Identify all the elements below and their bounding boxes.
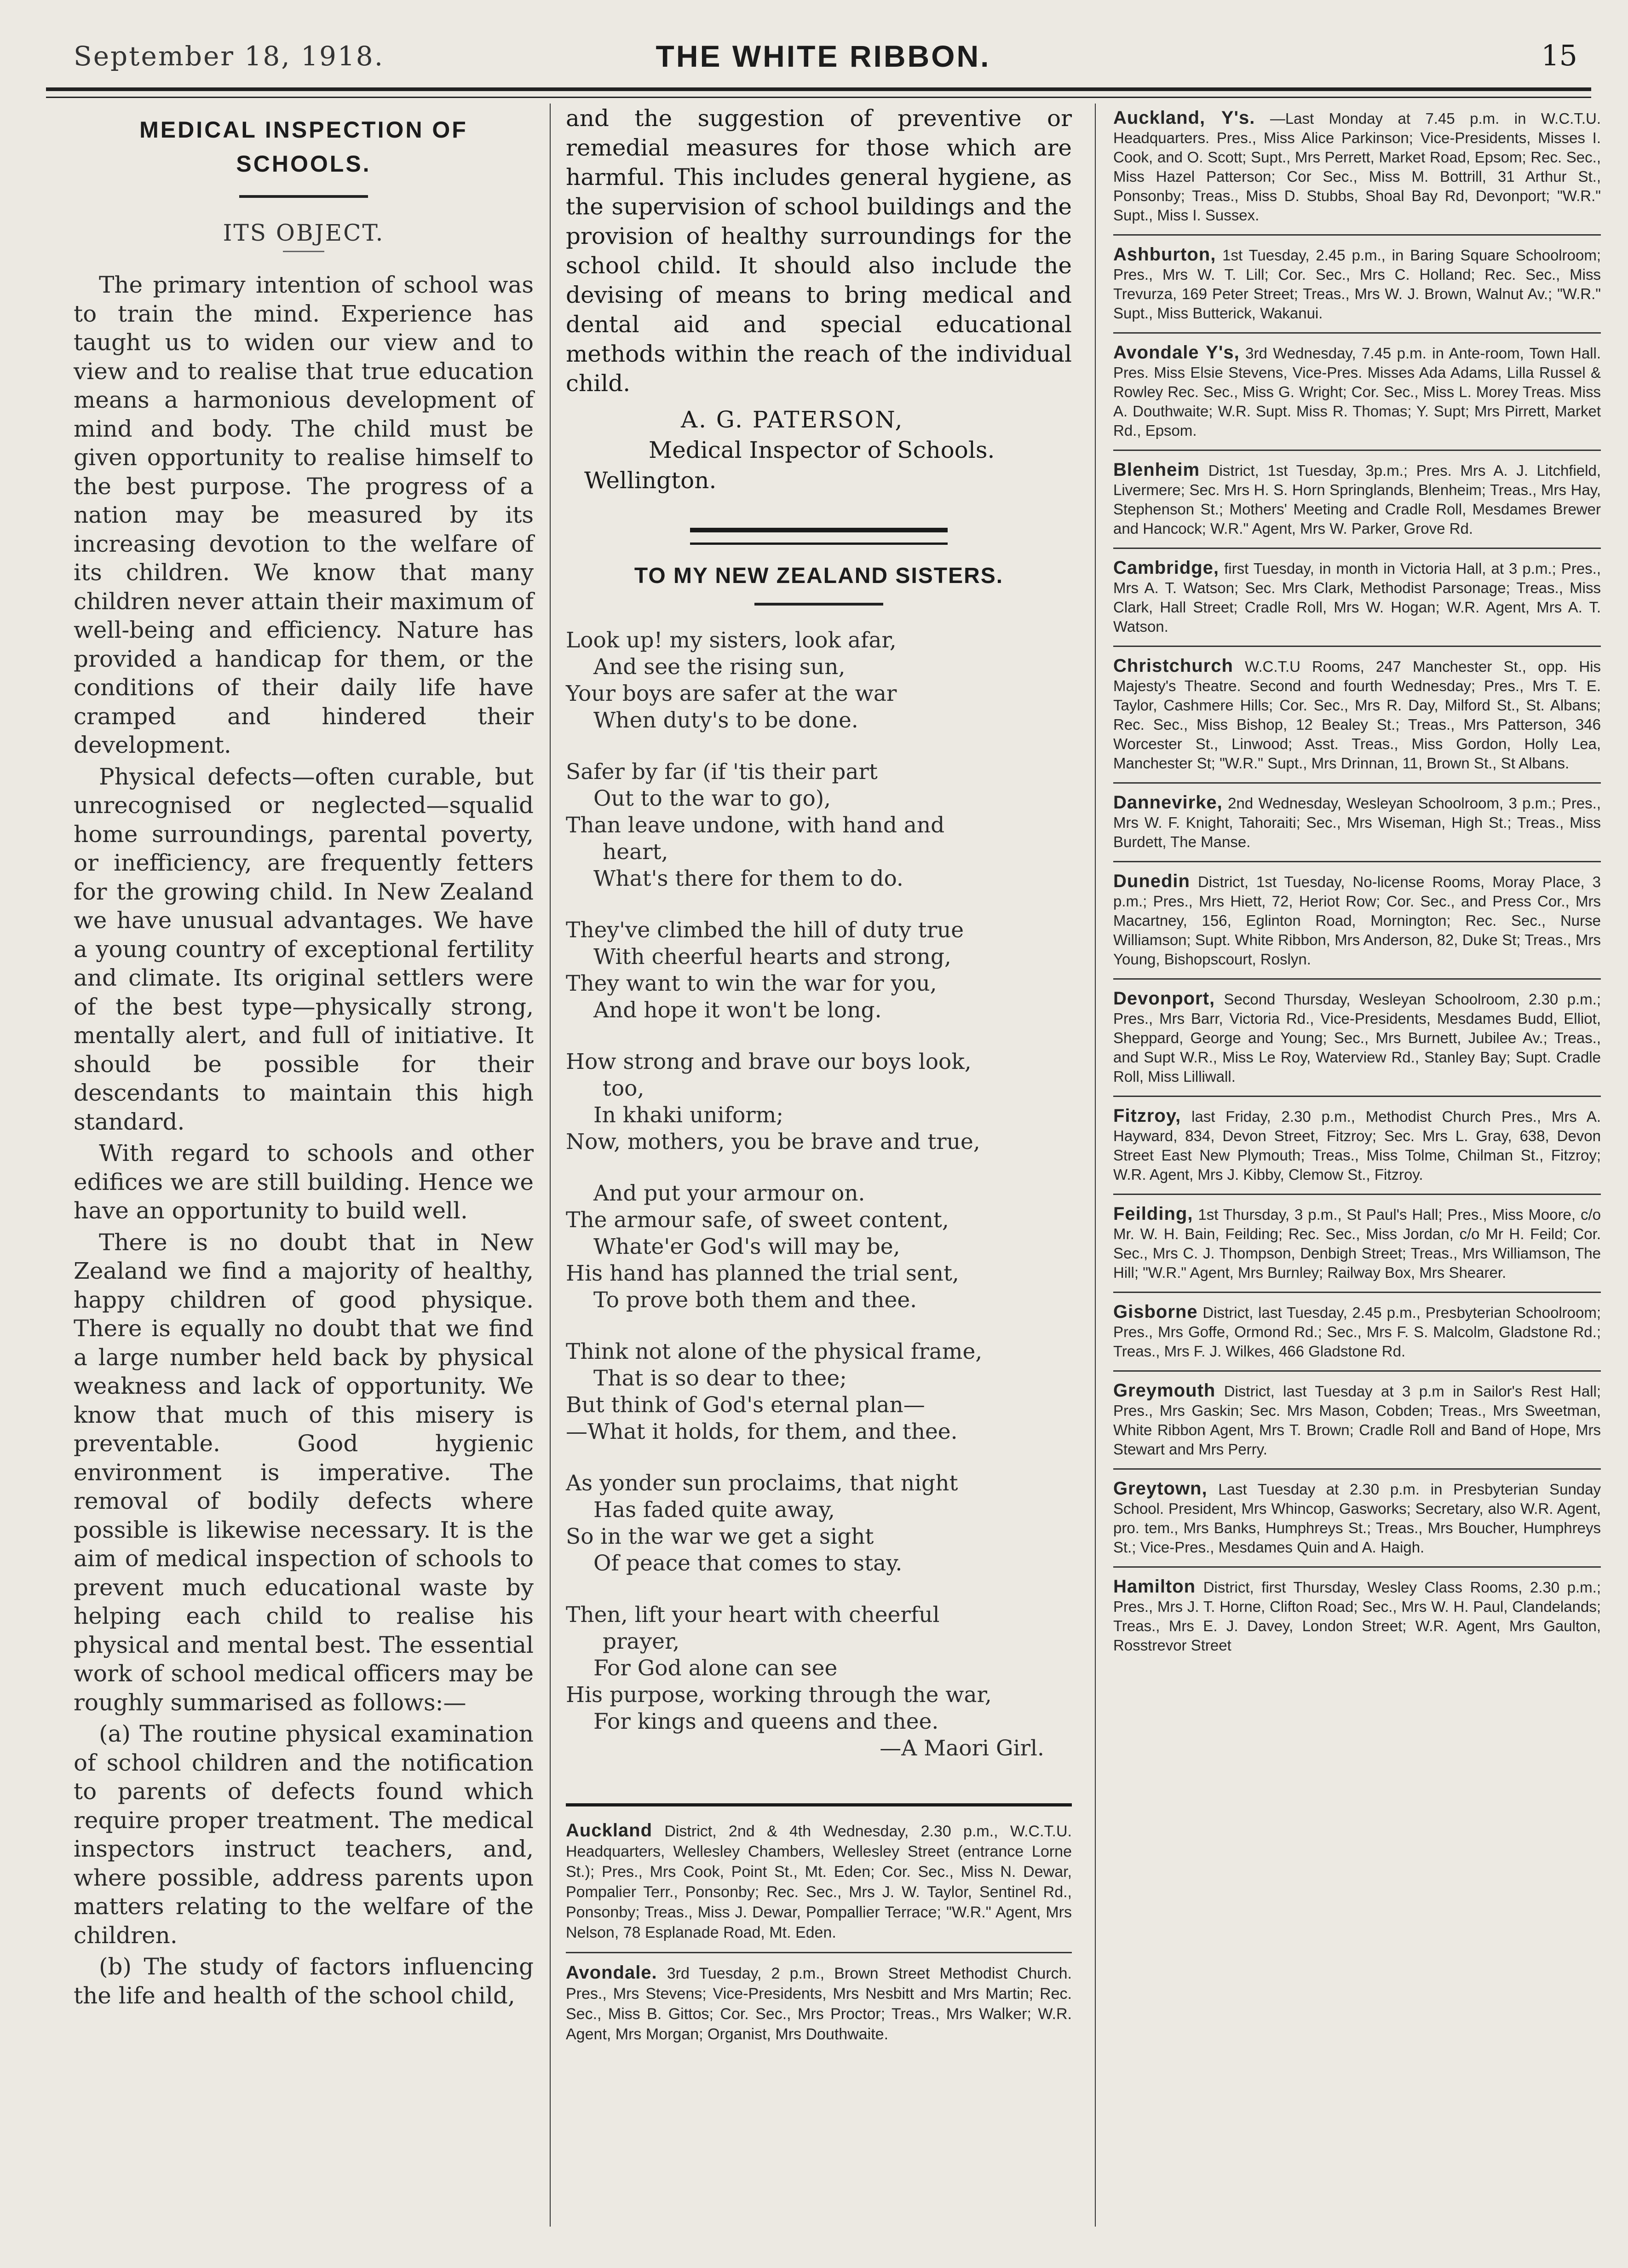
branch-entry xyxy=(1113,1302,1601,1361)
poem-line: For God alone can see xyxy=(593,1656,838,1681)
branch-divider xyxy=(1113,1370,1601,1372)
branch-details: W.C.T.U Rooms, 247 Manchester St., opp. His Majesty's Theatre. Second and fourth Wednesday; Pres., Mrs T. E. Taylor, Cashmere Hills; Cor. Sec., Mrs R. Day, Milford St., St. Albans; Rec. Sec., Miss Bishop, 12 Bealey St.; Treas., Mrs Patterson, 346 Worcester St., Linwood; Asst. Treas., Miss Gordon, Holly Lea, Manchester St; "W.R." Supt., Mrs Drinnan, 11, Brown St., St Albans. xyxy=(1113,658,1601,772)
branch-entry xyxy=(1113,989,1601,1086)
continuation-paragraph: and the suggestion of preventive or remedial measures for those which are harmful. This includes general hygiene, as the supervision of school buildings and the provision of healthy surroundings for the school child. It should also include the devising of means to bring medical and dental aid and special educational methods within the reach of the individual child. xyxy=(566,105,1072,397)
poem-author: —A Maori Girl. xyxy=(880,1736,1044,1761)
poem-line: Than leave undone, with hand and xyxy=(566,813,945,838)
branch-entry xyxy=(566,1962,1072,2044)
masthead xyxy=(55,32,1591,87)
branch-name: Feilding, xyxy=(1113,1204,1193,1224)
branch-entry xyxy=(1113,1577,1601,1655)
newspaper-title: THE WHITE RIBBON. xyxy=(656,39,991,73)
poem-stanza xyxy=(566,1470,1072,1577)
branch-entry xyxy=(1113,793,1601,852)
branch-name: Dunedin xyxy=(1113,871,1190,891)
poem-line: Now, mothers, you be brave and true, xyxy=(566,1129,980,1154)
poem-line: Has faded quite away, xyxy=(593,1497,835,1523)
poem-line: In khaki uniform; xyxy=(593,1102,784,1128)
article-continuation xyxy=(566,104,1072,398)
issue-date: September 18, 1918. xyxy=(74,40,385,72)
poem-stanza xyxy=(566,1049,1072,1155)
poem-line: So in the war we get a sight xyxy=(566,1524,874,1549)
branch-details: first Tuesday, in month in Victoria Hall, at 3 p.m.; Pres., Mrs A. T. Watson; Sec. Mrs Clark, Methodist Parsonage; Treas., Miss Clark, Hall Street; Cradle Roll, Mrs W. Hogan; W.R. Agent, Mrs A. T. Watson. xyxy=(1113,560,1601,635)
poem-line: Of peace that comes to stay. xyxy=(593,1551,903,1576)
branch-name: Hamilton xyxy=(1113,1576,1196,1597)
column-divider xyxy=(550,104,551,2227)
poem-line: And put your armour on. xyxy=(593,1181,865,1206)
poem-stanza xyxy=(566,917,1072,1024)
branch-list-rule xyxy=(566,1803,1072,1806)
column-1 xyxy=(74,104,534,2010)
article-subtitle: ITS OBJECT. xyxy=(223,219,385,246)
branch-divider xyxy=(1113,1096,1601,1097)
branch-name: Fitzroy, xyxy=(1113,1106,1181,1126)
branch-divider xyxy=(1113,332,1601,334)
branch-divider xyxy=(1113,1292,1601,1293)
poem-line: —What it holds, for them, and thee. xyxy=(566,1419,958,1444)
branch-entry xyxy=(1113,656,1601,773)
branch-divider xyxy=(1113,234,1601,236)
branch-details: Second Thursday, Wesleyan Schoolroom, 2.30 p.m.; Pres., Mrs Barr, Victoria Rd., Vice-Presidents, Mesdames Budd, Elliot, Sheppard, George and Young; Sec., Mrs Burnett, Jubilee Av.; Treas., and Supt W.R., Miss Le Roy, Waterview Rd., Stanley Bay; Supt. Cradle Roll, Miss Lilliwall. xyxy=(1113,991,1601,1085)
article-paragraph: With regard to schools and other edifices we are still building. Hence we have an opportunity to build well. xyxy=(74,1140,534,1224)
branch-divider xyxy=(1113,861,1601,862)
poem-line: The armour safe, of sweet content, xyxy=(566,1207,949,1233)
poem-line: Look up! my sisters, look afar, xyxy=(566,628,897,653)
branch-details: Last Tuesday at 2.30 p.m. in Presbyterian Sunday School. President, Mrs Whincop, Gasworks; Secretary, also W.R. Agent, pro. tem., Mrs Banks, Humphreys St.; Treas., Mrs Boucher, Humphreys St.; Vice-Pres., Mesdames Quin and A. Haigh. xyxy=(1113,1481,1601,1556)
article-paragraph: The primary intention of school was to train the mind. Experience has taught us to widen our view and to view and to realise that true education means a harmonious development of mind and body. The child must be given opportunity to realise himself to the best purpose. The progress of a nation may be measured by its increasing devotion to the welfare of its children. We know that many children never attain their maximum of well-being and efficiency. Nature has provided a handicap for them, or the conditions of their daily life have cramped and hindered their development. xyxy=(74,271,534,758)
article-paragraph: There is no doubt that in New Zealand we find a majority of healthy, happy children of good physique. There is equally no doubt that we find a large number held back by physical weakness and lack of opportunity. We know that much of this misery is preventable. Good hygienic environment is imperative. The removal of bodily defects where possible is likewise necessary. It is the aim of medical inspection of schools to prevent much educational waste by helping each child to realise his physical and mental best. The essential work of school medical officers may be roughly summarised as follows:— xyxy=(74,1229,534,1716)
branch-details: District, 1st Tuesday, 3p.m.; Pres. Mrs A. J. Litchfield, Livermere; Sec. Mrs H. S. Horn Springlands, Blenheim; Treas., Mrs Hay, Stephenson St.; Mothers' Meeting and Cradle Roll, Mesdames Brewer and Hancock; W.R." Agent, Mrs W. Parker, Grove Rd. xyxy=(1113,462,1601,537)
branch-divider xyxy=(1113,548,1601,549)
column-2 xyxy=(566,104,1072,2044)
branch-name: Greytown, xyxy=(1113,1478,1208,1499)
poem-line: His purpose, working through the war, xyxy=(566,1682,992,1708)
title-ornament xyxy=(74,185,534,206)
author-name: A. G. PATERSON, xyxy=(681,406,904,433)
branch-name: Auckland xyxy=(566,1820,653,1841)
branch-entry xyxy=(1113,1106,1601,1184)
branch-name: Auckland, Y's. xyxy=(1113,108,1255,128)
poem-stanza xyxy=(566,1339,1072,1445)
article-signature xyxy=(566,404,1072,496)
branch-details: —Last Monday at 7.45 p.m. in W.C.T.U. Headquarters. Pres., Miss Alice Parkinson; Vice-Presidents, Misses I. Cook, and O. Scott; Supt., Mrs Perrett, Market Road, Epsom; Rec. Sec., Miss Hazel Patterson; Cor Sec., Miss M. Bottrill, 31 Arthur St., Ponsonby; Treas., Miss D. Stubbs, Shoal Bay Rd, Devonport; "W.R." Supt., Miss I. Sussex. xyxy=(1113,110,1601,224)
poem-stanza xyxy=(566,759,1072,892)
branch-details: District, 2nd & 4th Wednesday, 2.30 p.m., W.C.T.U. Headquarters, Wellesley Chambers, Wellesley Street (entrance Lorne St.); Pres., Mrs Cook, Point St., Mt. Eden; Cor. Sec., Miss N. Dewar, Pompalier Terr., Ponsonby; Rec. Sec., Mrs J. W. Taylor, Sentinel Rd., Ponsonby; Treas., Miss J. Dewar, Pompallier Terrace; "W.R." Agent, Mrs Nelson, 78 Esplanade Road, Mt. Eden. xyxy=(566,1823,1072,1941)
article-paragraph: Physical defects—often curable, but unrecognised or neglected—squalid home surroundings, parental poverty, or inefficiency, are frequently fetters for the growing child. In New Zealand we have unusual advantages. We have a young country of exceptional fertility and climate. Its original settlers were of the best type—physically strong, mentally alert, and full of initiative. It should be possible for their descendants to maintain this high standard. xyxy=(74,763,534,1135)
poem-stanza xyxy=(566,1602,1072,1735)
poem-line: prayer, xyxy=(603,1629,680,1654)
branch-entry xyxy=(1113,245,1601,323)
branch-name: Christchurch xyxy=(1113,656,1233,676)
article-body xyxy=(74,271,534,2010)
column-divider xyxy=(1095,104,1096,2227)
branch-details: District, 1st Tuesday, No-license Rooms, Moray Place, 3 p.m.; Pres., Mrs Hiett, 72, Heriot Row; Cor. Sec., and Press Cor., Mrs Macartney, 156, Eglinton Road, Mornington; Rec. Sec., Nurse Williamson; Supt. White Ribbon, Mrs Anderson, 82, Duke St; Treas., Mrs Young, Bishopscourt, Roslyn. xyxy=(1113,873,1601,968)
page-number: 15 xyxy=(1541,39,1577,72)
branch-entry xyxy=(1113,1479,1601,1557)
poem-body xyxy=(566,627,1072,1762)
poem-line: Safer by far (if 'tis their part xyxy=(566,759,878,785)
poem-line: Whate'er God's will may be, xyxy=(593,1234,900,1259)
branch-divider xyxy=(1113,646,1601,647)
poem-stanza xyxy=(566,1180,1072,1314)
poem-line: But think of God's eternal plan— xyxy=(566,1392,925,1418)
branch-divider xyxy=(1113,1566,1601,1568)
poem-line: They want to win the war for you, xyxy=(566,971,937,996)
branch-details: 3rd Tuesday, 2 p.m., Brown Street Methodist Church. Pres., Mrs Stevens; Vice-Presidents, Mrs Nesbitt and Mrs Martin; Rec. Sec., Miss B. Gittos; Cor. Sec., Mrs Proctor; Treas., Mrs Walker; W.R. Agent, Mrs Morgan; Organist, Mrs Douthwaite. xyxy=(566,1965,1072,2043)
branch-name: Avondale Y's, xyxy=(1113,342,1240,363)
poem-line: As yonder sun proclaims, that night xyxy=(566,1471,958,1496)
poem-line: That is so dear to thee; xyxy=(593,1366,847,1391)
branch-entry xyxy=(1113,1381,1601,1459)
poem-line: They've climbed the hill of duty true xyxy=(566,918,964,943)
article-title: MEDICAL INSPECTION OF SCHOOLS. xyxy=(139,117,468,177)
section-divider xyxy=(690,528,948,545)
branch-name: Blenheim xyxy=(1113,460,1200,480)
branch-name: Avondale. xyxy=(566,1962,657,1983)
poem-line: too, xyxy=(603,1076,644,1101)
branch-name: Ashburton, xyxy=(1113,244,1216,265)
branch-details: 1st Tuesday, 2.45 p.m., in Baring Square Schoolroom; Pres., Mrs W. T. Lill; Cor. Sec., Mrs C. Holland; Rec. Sec., Miss Trevurza, 169 Peter Street; Treas., Mrs W. J. Brown, Walnut Av.; "W.R." Supt., Miss Butterick, Wakanui. xyxy=(1113,247,1601,322)
poem-stanza xyxy=(566,627,1072,734)
poem-line: Then, lift your heart with cheerful xyxy=(566,1602,940,1627)
poem-line: For kings and queens and thee. xyxy=(593,1709,939,1734)
branch-details: 2nd Wednesday, Wesleyan Schoolroom, 3 p.m.; Pres., Mrs W. F. Knight, Tahoraiti; Sec., Mrs Wiseman, High St.; Treas., Miss Burdett, The Manse. xyxy=(1113,795,1601,850)
poem-line: His hand has planned the trial sent, xyxy=(566,1261,959,1286)
poem-title: TO MY NEW ZEALAND SISTERS. xyxy=(634,564,1004,588)
poem-line: heart, xyxy=(603,839,668,865)
poem-line: Your boys are safer at the war xyxy=(566,681,897,706)
author-place: Wellington. xyxy=(584,467,717,494)
branch-entry xyxy=(1113,871,1601,969)
branch-name: Greymouth xyxy=(1113,1380,1216,1401)
poem-ornament xyxy=(566,592,1072,613)
branch-entry xyxy=(1113,343,1601,440)
poem-line: How strong and brave our boys look, xyxy=(566,1049,972,1074)
poem-line: To prove both them and thee. xyxy=(593,1287,917,1313)
branch-details: 3rd Wednesday, 7.45 p.m. in Ante-room, Town Hall. Pres. Miss Elsie Stevens, Vice-Pres. Misses Ada Adams, Lilla Russel & Rowley Rec. Sec., Miss G. Wright; Cor. Sec., Miss L. Morey Treas. Miss A. Douthwaite; W.R. Supt. Miss R. Thomas; Y. Supt; Mrs Pirrett, Market Rd., Epsom. xyxy=(1113,345,1601,439)
branch-details: District, last Tuesday, 2.45 p.m., Presbyterian Schoolroom; Pres., Mrs Goffe, Ormond Rd.; Sec., Mrs F. S. Malcolm, Gladstone Rd.; Treas., Mrs F. J. Wilkes, 466 Gladstone Rd. xyxy=(1113,1304,1601,1360)
branch-name: Devonport, xyxy=(1113,988,1215,1009)
branch-entry xyxy=(1113,460,1601,538)
author-role: Medical Inspector of Schools. xyxy=(649,437,995,463)
article-paragraph: (a) The routine physical examination of school children and the notification to parents of defects found which require proper treatment. The medical inspectors instruct teachers, and, where possible, address parents upon matters relating to the welfare of the children. xyxy=(74,1720,534,1949)
masthead-rule xyxy=(46,87,1591,98)
subtitle-rule xyxy=(283,251,324,252)
poem-line: With cheerful hearts and strong, xyxy=(593,944,951,970)
branch-name: Cambridge, xyxy=(1113,558,1220,578)
branch-divider xyxy=(1113,782,1601,784)
branch-entry xyxy=(566,1820,1072,1943)
branch-name: Gisborne xyxy=(1113,1302,1198,1322)
branch-details: District, first Thursday, Wesley Class Rooms, 2.30 p.m.; Pres., Mrs J. T. Horne, Clifton Road; Sec., Mrs W. H. Paul, Clandelands; Treas., Mrs E. J. Davey, London Street; W.R. Agent, Mrs Gaulton, Rosstrevor Street xyxy=(1113,1579,1601,1654)
branch-name: Dannevirke, xyxy=(1113,792,1223,813)
branch-divider xyxy=(1113,450,1601,451)
branch-divider xyxy=(566,1952,1072,1953)
branch-entry xyxy=(1113,558,1601,636)
poem-line: What's there for them to do. xyxy=(593,866,903,891)
branch-details: District, last Tuesday at 3 p.m in Sailor's Rest Hall; Pres., Mrs Gaskin; Sec. Mrs Mason, Cobden; Treas., Mrs Sweetman, White Ribbon Agent, Mrs T. Brown; Cradle Roll and Band of Hope, Mrs Stewart and Mrs Perry. xyxy=(1113,1383,1601,1458)
poem-line: Out to the war to go), xyxy=(593,786,831,811)
article-paragraph: (b) The study of factors influencing the life and health of the school child, xyxy=(74,1953,534,2009)
branch-divider xyxy=(1113,978,1601,980)
branch-divider xyxy=(1113,1194,1601,1195)
branch-divider xyxy=(1113,1468,1601,1470)
column-3 xyxy=(1113,104,1601,1655)
branch-details: 1st Thursday, 3 p.m., St Paul's Hall; Pres., Miss Moore, c/o Mr. W. H. Bain, Feilding; Rec. Sec., Miss Jordan, c/o Mr H. Feild; Cor. Sec., Mrs C. J. Thompson, Denbigh Street; Treas., Mrs Williamson, The Hill; "W.R." Agent, Mrs Burnley; Railway Box, Mrs Shearer. xyxy=(1113,1206,1601,1281)
branch-entry xyxy=(1113,1204,1601,1282)
poem-line: Think not alone of the physical frame, xyxy=(566,1339,983,1364)
branch-details: last Friday, 2.30 p.m., Methodist Church Pres., Mrs A. Hayward, 834, Devon Street, Fitzroy; Sec. Mrs L. Gray, 638, Devon Street East New Plymouth; Treas., Miss Tolme, Chilman St., Fitzroy; W.R. Agent, Mrs J. Kibby, Clemow St., Fitzroy. xyxy=(1113,1108,1601,1183)
branch-entry xyxy=(1113,108,1601,225)
poem-line: And hope it won't be long. xyxy=(593,998,882,1023)
poem-line: And see the rising sun, xyxy=(593,654,846,680)
poem-line: When duty's to be done. xyxy=(593,708,858,733)
